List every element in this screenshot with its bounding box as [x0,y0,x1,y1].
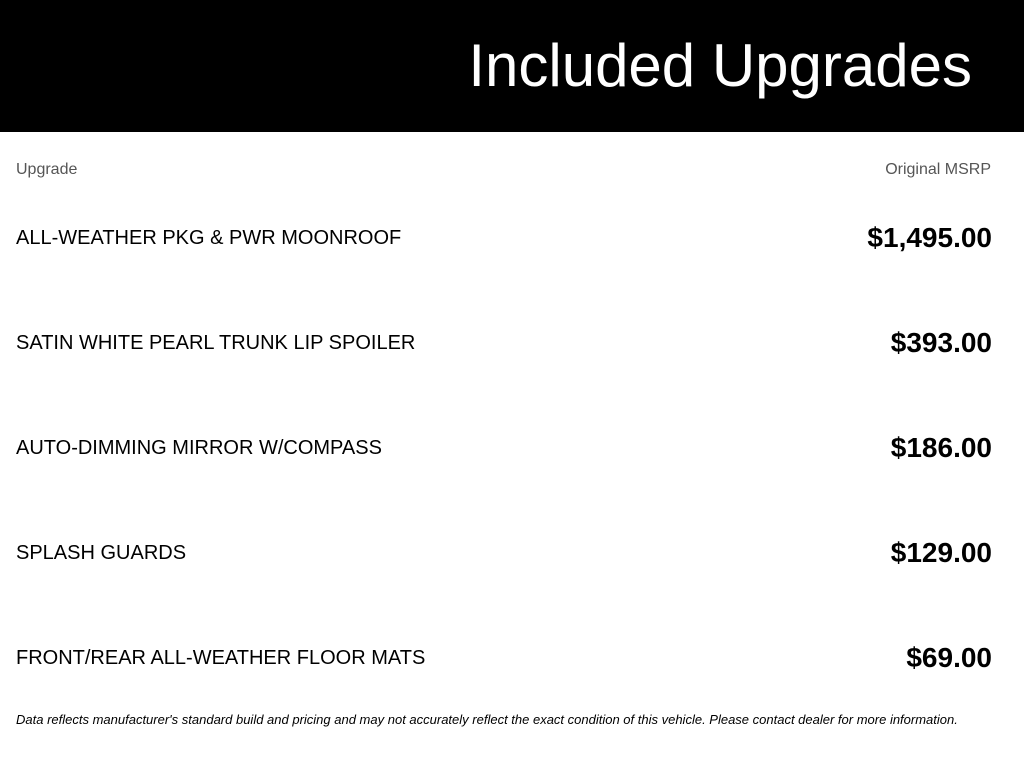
upgrade-name: SPLASH GUARDS [16,542,187,564]
upgrade-name: SATIN WHITE PEARL TRUNK LIP SPOILER [16,332,416,354]
upgrade-price: $393.00 [890,327,992,358]
upgrade-row [0,499,1024,604]
upgrade-name: ALL-WEATHER PKG & PWR MOONROOF [16,227,402,249]
upgrade-price: $186.00 [890,432,992,463]
upgrade-column-header: Upgrade [16,161,78,178]
upgrade-price: $129.00 [890,537,992,568]
page-title: Included Upgrades [468,32,972,99]
upgrade-row [0,184,1024,289]
upgrade-row [0,289,1024,394]
upgrade-price: $1,495.00 [867,222,992,253]
upgrades-list [0,184,1024,709]
disclaimer-text: Data reflects manufacturer's standard build and pricing and may not accurately reflect the exact condition of this vehicle. Please contact dealer for more information. [16,712,958,727]
upgrade-price: $69.00 [906,642,992,673]
upgrade-row [0,604,1024,709]
upgrade-row [0,394,1024,499]
upgrade-name: FRONT/REAR ALL-WEATHER FLOOR MATS [16,647,426,669]
msrp-column-header: Original MSRP [885,161,991,178]
upgrade-name: AUTO-DIMMING MIRROR W/COMPASS [16,437,382,459]
header-banner [0,0,1024,132]
